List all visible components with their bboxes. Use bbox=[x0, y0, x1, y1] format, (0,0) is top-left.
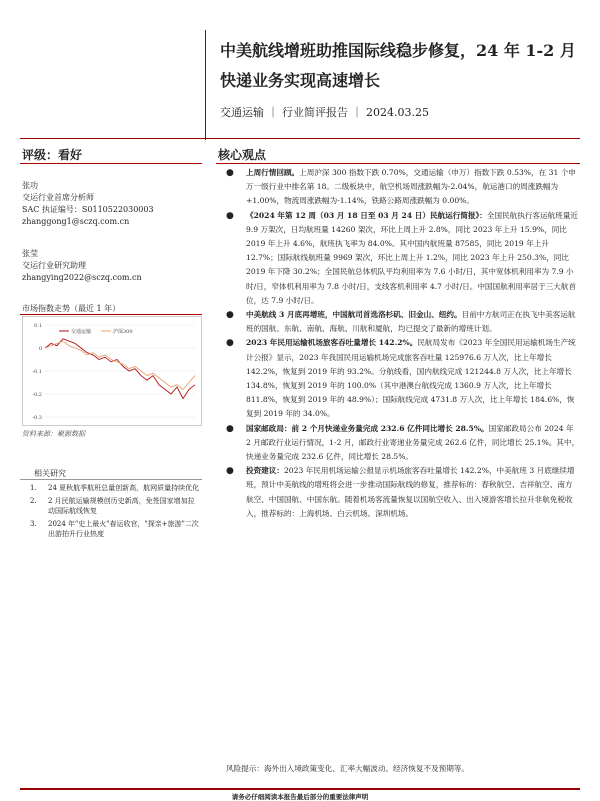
analyst-block-2 bbox=[22, 248, 142, 284]
bullet-item bbox=[218, 308, 580, 336]
related-item[interactable] bbox=[30, 483, 200, 493]
legend-label: 交通运输 bbox=[71, 329, 92, 335]
analyst-name: 张莹 bbox=[22, 249, 38, 258]
report-subheader: 交通运输 ｜ 行业简评报告 ｜ 2024.03.25 bbox=[220, 106, 429, 119]
analyst-title: 交运行业研究助理 bbox=[22, 261, 86, 270]
header-rule bbox=[20, 138, 580, 139]
bullet-item bbox=[218, 464, 580, 521]
bullet-dot-icon: ● bbox=[226, 466, 234, 477]
bullet-dot-icon: ● bbox=[226, 423, 234, 434]
footer-rule bbox=[20, 788, 580, 790]
bullet-text: 民航局发布《2023 年全国民用运输机场生产统计公报》显示，2023 年我国民用运输机场完成旅客吞吐量 125976.6 万人次，比上年增长 142.2%，恢复到 2019 年的 93.2%。分航线看，国内航线完成 121244.8 万人次，比上年增长 134.8%，恢复到 2019 年的 100.0%（其中港澳台航线完成 1360.9 万人次，比上年增长 811.8%，恢复到 2019 年的 48.9%）；国际航线完成 4731.8 万人次，比上年增长 184.6%，恢复到 2019 年的 34.0%。 bbox=[246, 338, 576, 419]
analyst-email[interactable]: zhangying2022@sczq.com.cn bbox=[22, 273, 142, 282]
core-content bbox=[218, 166, 580, 521]
market-index-chart bbox=[23, 317, 201, 425]
related-list bbox=[30, 483, 200, 542]
right-section-rule bbox=[216, 163, 580, 164]
bullet-dot-icon: ● bbox=[226, 310, 234, 321]
footer-disclaimer: 请务必仔细阅读本报告最后部分的重要法律声明 bbox=[231, 793, 369, 801]
bullet-lead: 中美航线 3 月底再增班，中国航司首选洛杉矶、旧金山、纽约。 bbox=[246, 310, 462, 320]
bullet-lead: 上周行情回顾。 bbox=[246, 168, 300, 177]
related-item-number: 2. bbox=[30, 497, 37, 505]
chart-source: 资料来源：聚源数据 bbox=[22, 430, 85, 438]
y-tick-label: 0.1 bbox=[34, 323, 42, 329]
chart-rule bbox=[20, 314, 202, 315]
core-heading: 核心观点 bbox=[218, 148, 267, 162]
chart-title: 市场指数走势（最近 1 年） bbox=[22, 304, 121, 313]
analyst-title: 交运行业首席分析师 bbox=[22, 193, 94, 202]
bullet-lead: 《2024 年第 12 周（03 月 18 日至 03 月 24 日）民航运行简报》： bbox=[246, 210, 487, 220]
related-item[interactable] bbox=[30, 519, 200, 539]
legend-label: 沪深300 bbox=[113, 329, 133, 335]
related-item[interactable] bbox=[30, 496, 200, 516]
bullet-lead: 国家邮政局：前 2 个月快递业务量完成 232.6 亿件同比增长 28.5%。 bbox=[246, 423, 489, 433]
risk-note: 风险提示：海外出入境政策变化、汇率大幅波动、经济恢复不及预期等。 bbox=[226, 764, 469, 773]
bullet-dot-icon: ● bbox=[226, 210, 234, 221]
analyst-email[interactable]: zhanggong1@sczq.com.cn bbox=[22, 217, 130, 226]
header-divider bbox=[205, 30, 206, 140]
bullet-lead: 2023 年民用运输机场旅客吞吐量增长 142.2%。 bbox=[246, 338, 418, 348]
analyst-name: 张功 bbox=[22, 181, 38, 190]
left-section-rule bbox=[20, 163, 202, 164]
rating bbox=[22, 146, 82, 163]
related-item-number: 3. bbox=[30, 520, 37, 528]
chart-box bbox=[22, 316, 202, 426]
y-tick-label: -0.3 bbox=[32, 415, 42, 421]
bullet-text: 全国民航执行客运航班量近 9.9 万架次，日均航班量 14260 架次，环比上周上升 2.8%，同比 2023 年上升 15.9%，同比 2019 年上升 4.6%，航班执飞率为 84.0%。其中国内航班量 87585，同比 2019 年上升 12.7%；国际航线航班量 9969 架次，环比上周上升 1.2%，同比 2023 年上升 250.3%，同比 2019 年下降 30.2%；全国民航总体机队平均利用率为 7.6 小时/日，其中宽体机利用率为 7.9 小时/日，窄体机利用率为 7.8 小时/日，支线客机利用率 4.7 小时/日。中国国航利用率居于三大航首位，达 7.9 小时/日。 bbox=[246, 210, 579, 305]
report-title: 中美航线增班助推国际线稳步修复，24 年 1-2 月快递业务实现高速增长 bbox=[220, 41, 576, 90]
bullet-text: 目前中方航司正在执飞中美客运航班的国航、东航、南航、海航、川航和厦航，均已提交了最新的增班计划。 bbox=[246, 310, 576, 334]
bullet-item bbox=[218, 166, 580, 209]
related-rule bbox=[20, 479, 202, 480]
bullet-item bbox=[218, 336, 580, 421]
bullet-dot-icon: ● bbox=[226, 168, 234, 178]
related-heading: 相关研究 bbox=[34, 469, 66, 478]
bullet-item bbox=[218, 209, 580, 308]
related-item-number: 1. bbox=[30, 484, 37, 492]
related-item-text: 2 月民航运输规模创历史新高，免签国家增加拉动国际航线恢复 bbox=[48, 497, 195, 515]
analyst-sac: SAC 执证编号：S0110522030003 bbox=[22, 205, 154, 214]
series-line-2 bbox=[45, 341, 195, 389]
bullet-text: 上周沪深 300 指数下跌 0.70%，交通运输（申万）指数下跌 0.53%，在 31 个申万一级行业中排名第 18。二级板块中，航空机场周涨跌幅为-2.04%，航运港口的周涨跌幅为+1.00%，物流周涨跌幅为-1.14%，铁路公路周涨跌幅为 0.00%。 bbox=[246, 168, 576, 206]
bullet-lead: 投资建议： bbox=[246, 466, 284, 476]
bullet-text: 2023 年民用机场运输公报显示机场旅客吞吐量增长 142.2%，中美航班 3 月底继续增班，预计中美航线的增班将会进一步推动国际航线的修复，推荐标的：春秋航空、吉祥航空、南方航空、中国国航、中国东航。随着机场客流量恢复以国航空收入、出入境游客增长拉升非航免税收入，推荐标的：上海机场、白云机场、深圳机场。 bbox=[246, 466, 575, 518]
y-tick-label: 0 bbox=[38, 346, 42, 352]
bullet-text: 国家邮政局公布 2024 年 2 月邮政行业运行情况，1-2 月，邮政行业寄递业务量完成 262.6 亿件，同比增长 25.1%。其中，快递业务量完成 232.6 亿件，同比增长 28.5%。 bbox=[246, 423, 580, 462]
y-tick-label: -0.1 bbox=[32, 369, 42, 375]
rating-label: 评级： bbox=[22, 148, 59, 162]
y-tick-label: -0.2 bbox=[32, 392, 42, 398]
rating-value: 看好 bbox=[58, 148, 83, 162]
related-item-text: 2024 年"史上最火"春运收官，"探亲+旅游"二次出游拍升行业热度 bbox=[48, 520, 199, 538]
bullet-item bbox=[218, 422, 580, 465]
related-item-text: 24 夏秋航季航班总量创新高，航网质量持续优化 bbox=[48, 484, 200, 492]
analyst-block-1 bbox=[22, 180, 154, 228]
bullet-dot-icon: ● bbox=[226, 338, 234, 349]
